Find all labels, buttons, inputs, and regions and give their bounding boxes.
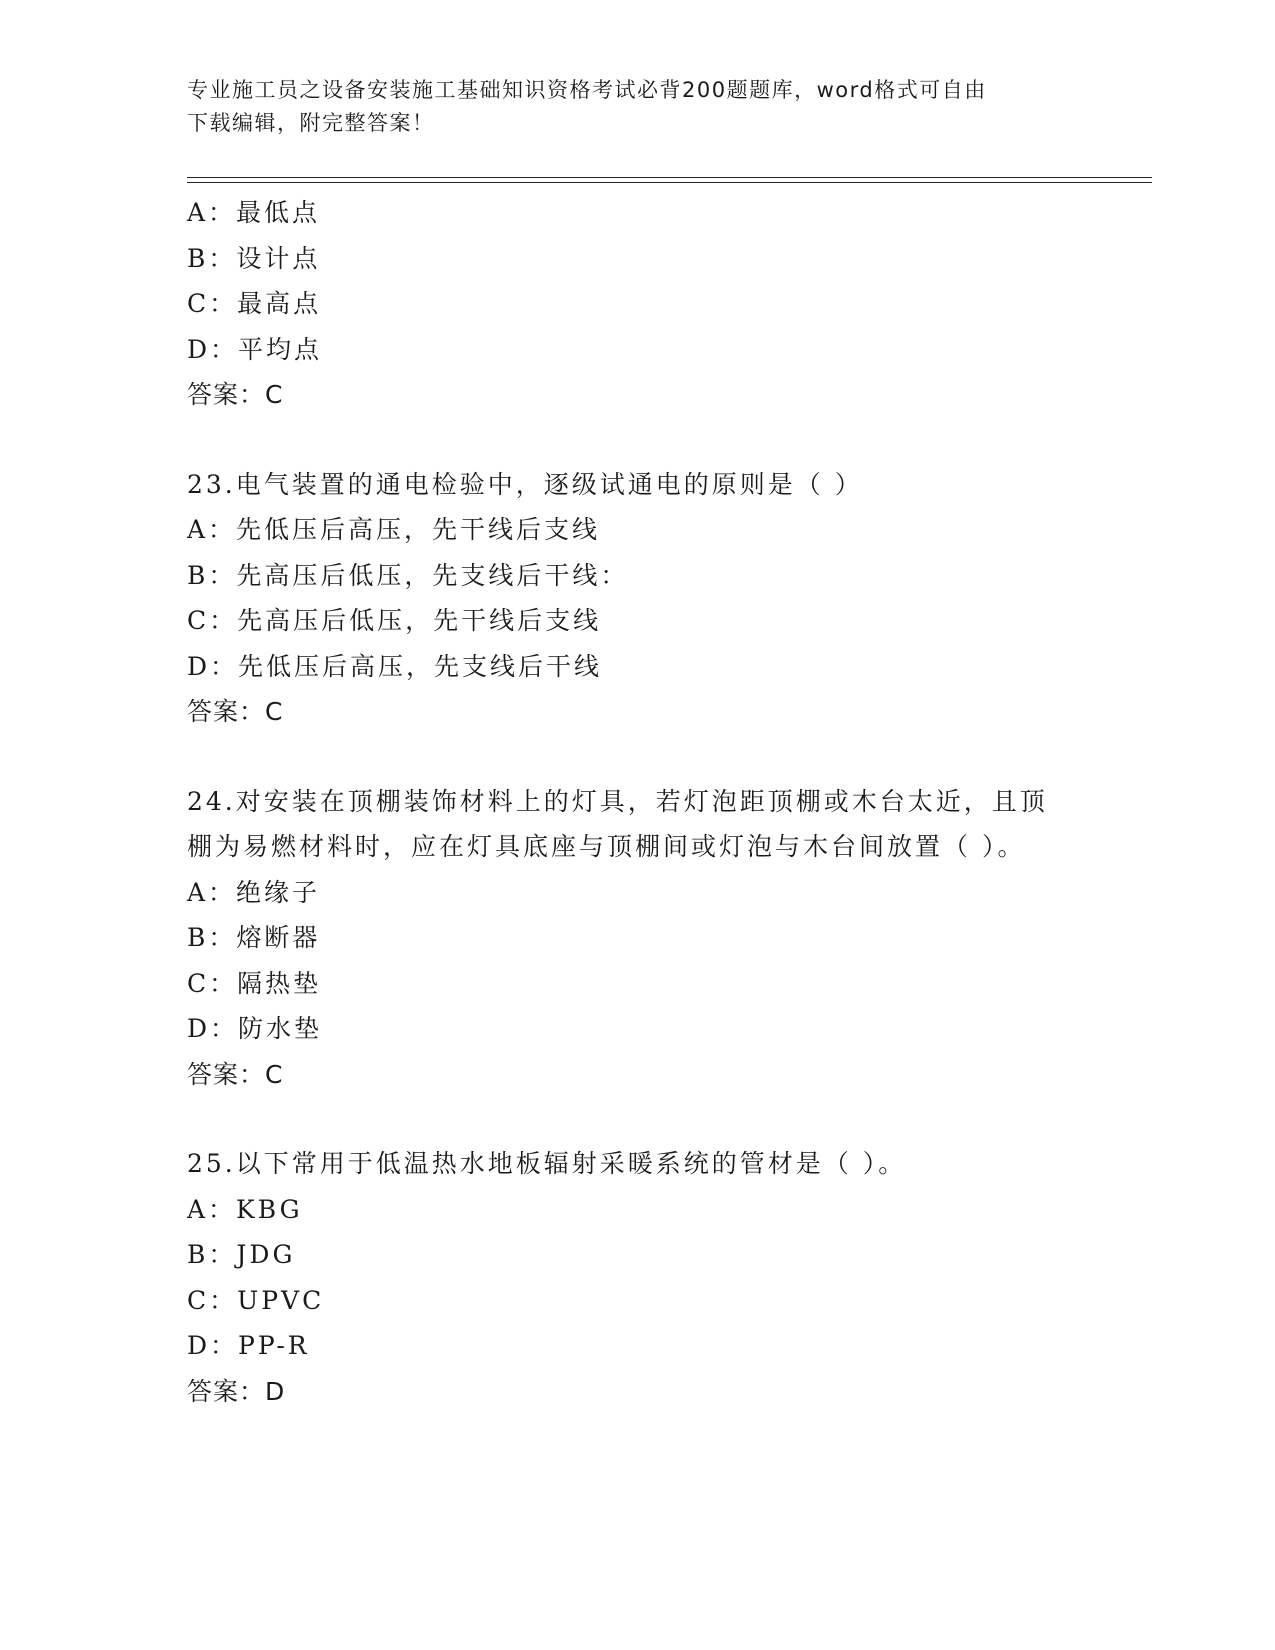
document-header: [187, 74, 1087, 140]
question-block-24: [187, 779, 1107, 1098]
answer: 答案：C: [187, 697, 284, 726]
option-c: C：最高点: [187, 289, 322, 318]
question-stem: 25.以下常用于低温热水地板辐射采暖系统的管材是（ ）。: [187, 1149, 907, 1178]
question-stem: 23.电气装置的通电检验中，逐级试通电的原则是（ ）: [187, 469, 863, 499]
option-a: A：先低压后高压，先干线后支线: [187, 515, 601, 544]
answer: 答案：C: [187, 380, 284, 409]
question-block-25: [187, 1141, 1107, 1414]
header-divider-top: [187, 177, 1152, 178]
question-stem-line-2: 棚为易燃材料时，应在灯具底座与顶棚间或灯泡与木台间放置（ ）。: [187, 832, 1026, 861]
option-b: B：设计点: [187, 243, 321, 273]
option-a: A：绝缘子: [187, 877, 321, 907]
option-b: B：JDG: [187, 1240, 296, 1269]
option-d: D：先低压后高压，先支线后干线: [187, 651, 603, 681]
header-line-1: 专业施工员之设备安装施工基础知识资格考试必背200题题库，word格式可自由: [187, 78, 987, 102]
option-a: A：KBG: [187, 1194, 303, 1224]
option-b: B：先高压后低压，先支线后干线：: [187, 560, 629, 590]
header-line-2: 下载编辑，附完整答案！: [187, 111, 435, 135]
option-d: D：平均点: [187, 334, 323, 364]
option-b: B：熔断器: [187, 923, 321, 952]
option-c: C：先高压后低压，先干线后支线: [187, 606, 602, 635]
option-d: D：防水垫: [187, 1014, 323, 1043]
option-c: C：UPVC: [187, 1285, 325, 1315]
option-d: D：PP-R: [187, 1331, 310, 1360]
header-divider-bottom: [187, 182, 1152, 183]
answer: 答案：C: [187, 1059, 284, 1089]
option-c: C：隔热垫: [187, 968, 322, 998]
question-block-22: [187, 190, 1107, 418]
answer: 答案：D: [187, 1376, 286, 1406]
question-block-23: [187, 462, 1107, 735]
question-list: [187, 190, 1107, 1414]
question-stem-line-1: 24.对安装在顶棚装饰材料上的灯具，若灯泡距顶棚或木台太近，且顶: [187, 786, 1048, 816]
option-a: A：最低点: [187, 198, 321, 227]
